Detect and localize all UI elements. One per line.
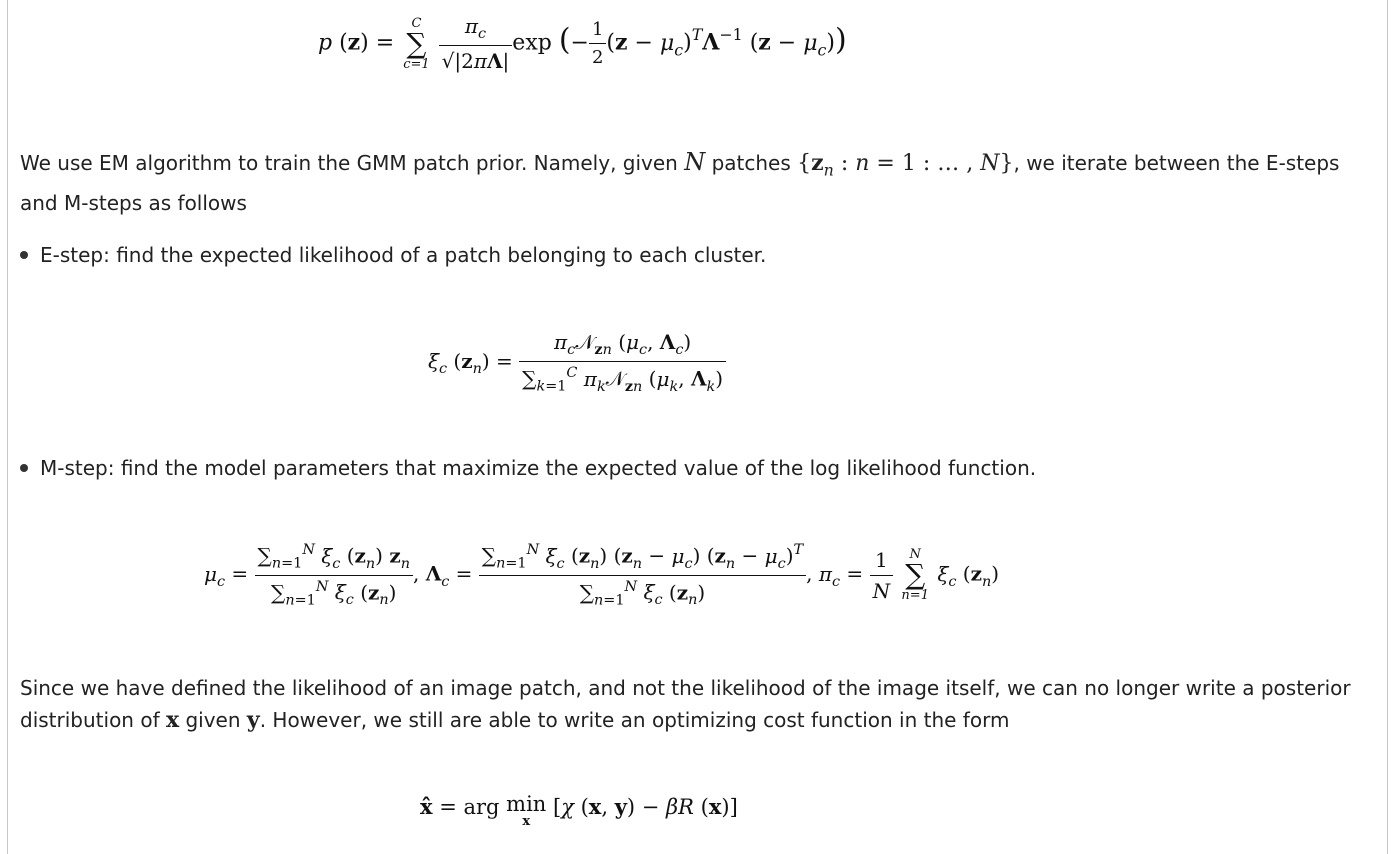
equation-argmin: x̂ = arg min x [χ (x, y) − βR (x)] — [420, 792, 738, 829]
paragraph-em-intro-text-c: , we iterate between the E-steps and M-steps as follows — [20, 151, 1340, 215]
mstep-text: M-step: find the model parameters that maximize the expected value of the log likelihood function. — [40, 456, 1037, 480]
equation-gmm-density: p (z) = C ∑ c=1 $\frac{\pi_c}{√|2\pi\Lambda|}$ exp (− $\frac{1}{2}$ $(z - \mu_c)^T\Lambda^{-1}$ $(z - \mu_c)$) — [318, 14, 847, 74]
list-item-estep — [20, 240, 766, 270]
bullet-icon — [20, 251, 28, 259]
paragraph-posterior-text-b: given — [185, 708, 241, 732]
paragraph-posterior: Since we have defined the likelihood of an image patch, and not the likelihood of the image itself, we can no longer write a posterior distribution of x given y. However, we still are able to write an optimizing cost function in the form — [20, 676, 1351, 733]
paragraph-em-intro-text-b: patches — [711, 151, 791, 175]
paragraph-em-intro-text-a: We use EM algorithm to train the GMM patch prior. Namely, given — [20, 151, 678, 175]
paragraph-posterior-text-a: Since we have defined the likelihood of an image patch, and not the likelihood of the image itself, we can no longer write a posterior distribution of — [20, 676, 1351, 732]
paragraph-posterior-text-c: . However, we still are able to write an optimizing cost function in the form — [259, 708, 1010, 732]
paragraph-em-intro: We use EM algorithm to train the GMM patch prior. Namely, given N patches {$z_n$ : n = 1 : … , N}, we iterate between the E-steps and M-steps as follows — [20, 148, 1340, 215]
estep-text: E-step: find the expected likelihood of a patch belonging to each cluster. — [40, 243, 767, 267]
equation-responsibility: $\xi_c$ $(z_n)$ = $\frac{\pi_c𝒩_{zn} (\mu_c, \Lambda_c)}{\sum_{k=1}^C \pi_k𝒩_{zn} (\mu_k, \Lambda_k)}$ — [428, 330, 726, 395]
list-item-mstep — [20, 453, 1036, 483]
bullet-icon — [20, 464, 28, 472]
equation-mstep-updates: $\mu_c$ = $\frac{\sum_{n=1}^N \xi_c (z_n) z_n}{\sum_{n=1}^N \xi_c (z_n)}$ , $\Lambda_c$ = $\frac{\sum_{n=1}^N \xi_c (z_n) (z_n - \mu_c) (z_n - \mu_c)^T}{\sum_{n=1}^N \xi_c (z_n)}$ , $\pi_c$ = $\frac{1}{N}$ N ∑ n=1 $\xi_c$ $(z_n)$ — [204, 542, 1000, 609]
